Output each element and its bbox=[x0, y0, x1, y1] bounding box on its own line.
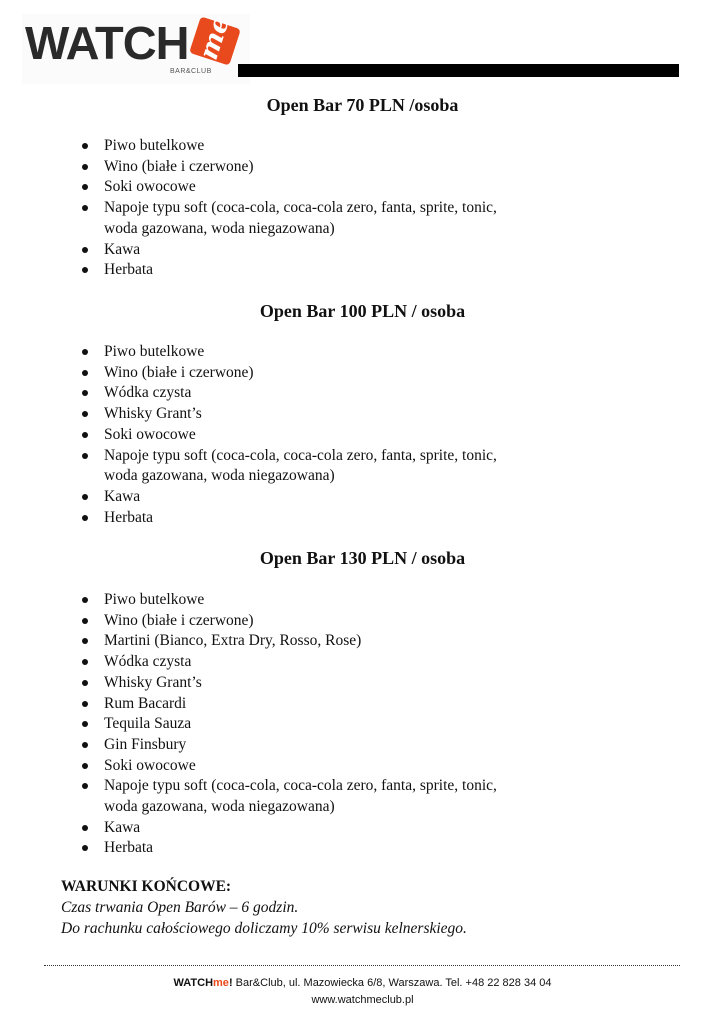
item-list-130 bbox=[0, 590, 564, 859]
list-item: Napoje typu soft (coca-cola, coca-cola zero, fanta, sprite, tonic, woda gazowana, woda niegazowana) bbox=[0, 198, 564, 239]
bullet-icon bbox=[82, 370, 88, 376]
list-item: Napoje typu soft (coca-cola, coca-cola zero, fanta, sprite, tonic, woda gazowana, woda niegazowana) bbox=[0, 446, 564, 487]
page-footer bbox=[0, 975, 725, 1009]
list-item: Kawa bbox=[0, 240, 564, 261]
bullet-icon bbox=[82, 164, 88, 170]
bullet-icon bbox=[82, 143, 88, 149]
page-header bbox=[0, 0, 725, 92]
item-list-100 bbox=[0, 342, 564, 528]
list-item: Piwo butelkowe bbox=[0, 590, 564, 611]
bullet-icon bbox=[82, 618, 88, 624]
bullet-icon bbox=[82, 432, 88, 438]
bullet-icon bbox=[82, 783, 88, 789]
list-item: Tequila Sauza bbox=[0, 714, 564, 735]
list-item: Whisky Grant’s bbox=[0, 673, 564, 694]
bullet-icon bbox=[82, 597, 88, 603]
list-item: Gin Finsbury bbox=[0, 735, 564, 756]
bullet-icon bbox=[82, 184, 88, 190]
bullet-icon bbox=[82, 659, 88, 665]
bullet-icon bbox=[82, 825, 88, 831]
terms-heading: WARUNKI KOŃCOWE: bbox=[61, 878, 232, 895]
list-item: Herbata bbox=[0, 508, 564, 529]
bullet-icon bbox=[82, 845, 88, 851]
list-item: Wódka czysta bbox=[0, 652, 564, 673]
logo-subtitle: BAR&CLUB bbox=[170, 68, 212, 75]
final-terms bbox=[61, 876, 467, 939]
footer-brand: WATCHme! bbox=[173, 977, 233, 989]
footer-website[interactable]: www.watchmeclub.pl bbox=[311, 994, 414, 1006]
bullet-icon bbox=[82, 411, 88, 417]
list-item: Herbata bbox=[0, 838, 564, 859]
bullet-icon bbox=[82, 763, 88, 769]
footer-address: Bar&Club, ul. Mazowiecka 6/8, Warszawa. Tel. +48 22 828 34 04 bbox=[232, 977, 552, 989]
list-item: Soki owocowe bbox=[0, 756, 564, 777]
logo-wordmark: WATCH bbox=[25, 17, 189, 69]
list-item: Wino (białe i czerwone) bbox=[0, 157, 564, 178]
list-item: Kawa bbox=[0, 487, 564, 508]
list-item: Soki owocowe bbox=[0, 177, 564, 198]
list-item: Soki owocowe bbox=[0, 425, 564, 446]
footer-address-line bbox=[0, 975, 725, 992]
list-item: Wino (białe i czerwone) bbox=[0, 611, 564, 632]
list-item: Kawa bbox=[0, 818, 564, 839]
bullet-icon bbox=[82, 247, 88, 253]
list-item: Whisky Grant’s bbox=[0, 404, 564, 425]
bullet-icon bbox=[82, 742, 88, 748]
terms-line: Czas trwania Open Barów – 6 godzin. bbox=[61, 899, 299, 916]
bullet-icon bbox=[82, 267, 88, 273]
section-title-70: Open Bar 70 PLN /osoba bbox=[266, 95, 459, 115]
list-item: Piwo butelkowe bbox=[0, 136, 564, 157]
bullet-icon bbox=[82, 638, 88, 644]
list-item: Martini (Bianco, Extra Dry, Rosso, Rose) bbox=[0, 631, 564, 652]
bullet-icon bbox=[82, 721, 88, 727]
bullet-icon bbox=[82, 205, 88, 211]
list-item: Napoje typu soft (coca-cola, coca-cola zero, fanta, sprite, tonic, woda gazowana, woda niegazowana) bbox=[0, 776, 564, 817]
footer-divider bbox=[44, 965, 680, 966]
logo-me-badge: me bbox=[189, 16, 241, 65]
header-rule bbox=[238, 64, 679, 77]
item-list-70 bbox=[0, 136, 564, 281]
bullet-icon bbox=[82, 515, 88, 521]
bullet-icon bbox=[82, 453, 88, 459]
bullet-icon bbox=[82, 349, 88, 355]
list-item: Piwo butelkowe bbox=[0, 342, 564, 363]
list-item: Wino (białe i czerwone) bbox=[0, 363, 564, 384]
section-title-100: Open Bar 100 PLN / osoba bbox=[259, 301, 466, 321]
list-item: Wódka czysta bbox=[0, 383, 564, 404]
list-item: Herbata bbox=[0, 260, 564, 281]
bullet-icon bbox=[82, 701, 88, 707]
bullet-icon bbox=[82, 390, 88, 396]
bullet-icon bbox=[82, 680, 88, 686]
section-title-130: Open Bar 130 PLN / osoba bbox=[259, 548, 466, 568]
bullet-icon bbox=[82, 494, 88, 500]
terms-line: Do rachunku całościowego doliczamy 10% serwisu kelnerskiego. bbox=[61, 920, 467, 937]
list-item: Rum Bacardi bbox=[0, 694, 564, 715]
